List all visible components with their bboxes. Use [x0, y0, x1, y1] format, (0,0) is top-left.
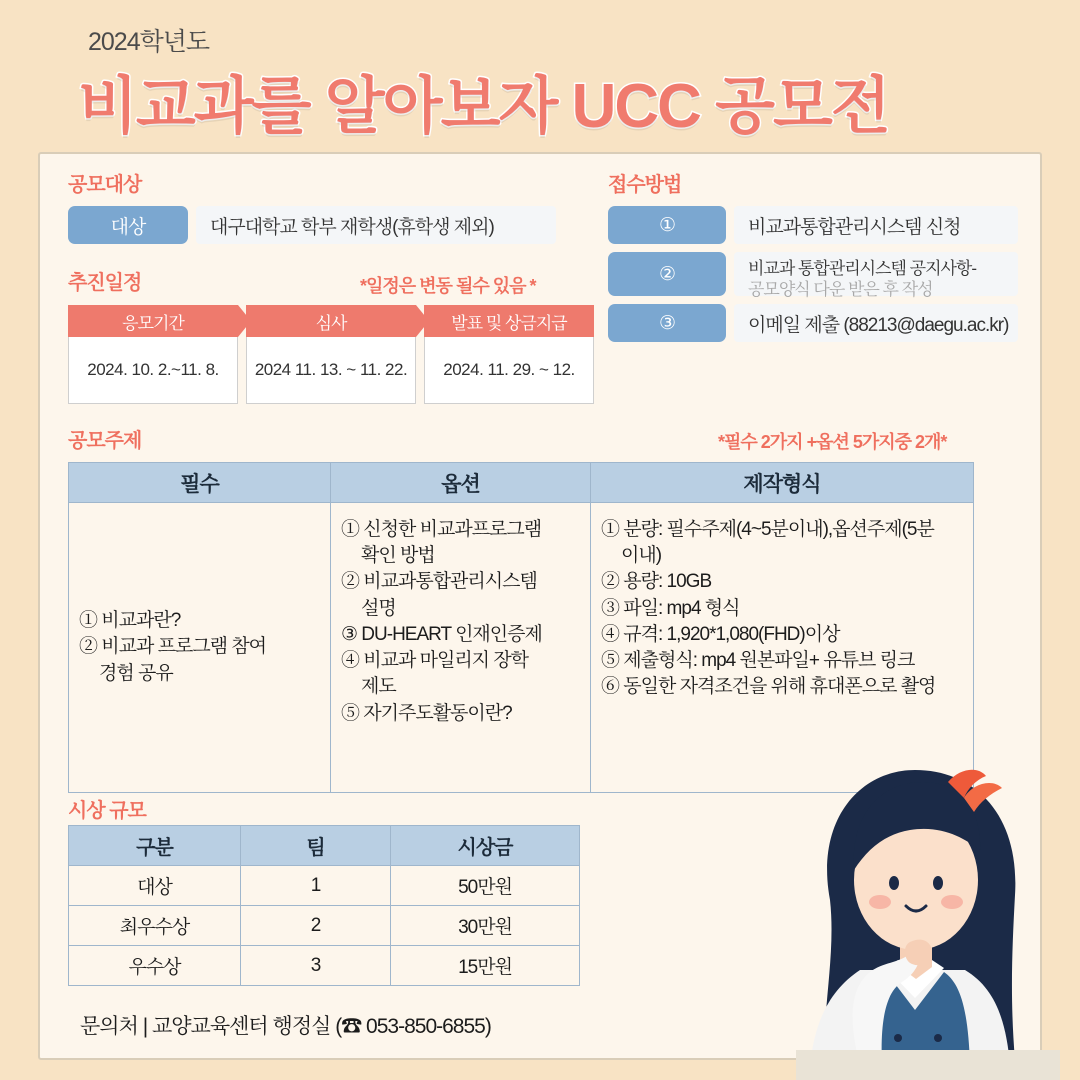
prize-row-3-team: 3 [241, 946, 391, 986]
apply-step-3-number: ③ [608, 304, 726, 342]
section-label-topic: 공모주제 [68, 430, 142, 452]
topic-option-line-5: ③ DU-HEART 인재인증제 [341, 623, 542, 645]
schedule-body-3: 2024. 11. 29. ~ 12. [424, 337, 594, 404]
section-label-apply: 접수방법 [608, 174, 682, 196]
topic-cell-required [69, 503, 331, 793]
prize-header-category: 구분 [69, 826, 241, 866]
apply-step-2-line1: 비교과 통합관리시스템 공지사항- [748, 259, 977, 278]
topic-format-line-6: ⑤ 제출형식: mp4 원본파일+ 유튜브 링크 [601, 650, 915, 672]
table-row [69, 946, 580, 986]
prize-table-header-row [69, 826, 580, 866]
topic-required-line-2: ② 비교과 프로그램 참여 [79, 636, 267, 658]
apply-step-2-text [734, 252, 1018, 300]
topic-format-line-1: ① 분량: 필수주제(4~5분이내),옵션주제(5분 [601, 519, 934, 540]
prize-header-amount: 시상금 [391, 826, 580, 866]
schedule-col-2 [246, 305, 416, 404]
table-row [69, 906, 580, 946]
target-value: 대구대학교 학부 재학생(휴학생 제외) [196, 206, 556, 244]
prize-row-1-team: 1 [241, 866, 391, 906]
schedule-body-2: 2024 11. 13. ~ 11. 22. [246, 337, 416, 404]
topic-option-line-6: ④ 비교과 마일리지 장학 [341, 650, 529, 672]
topic-header-required: 필수 [69, 463, 331, 503]
topic-format-line-7: ⑥ 동일한 자격조건을 위해 휴대폰으로 촬영 [601, 676, 936, 698]
schedule-head-1: 응모기간 [68, 305, 238, 337]
contact-info: 문의처 | 교양교육센터 행정실 (☎ 053-850-6855) [80, 1015, 491, 1038]
prize-table [68, 825, 580, 986]
schedule-head-3: 발표 및 상금지급 [424, 305, 594, 337]
prize-header-team: 팀 [241, 826, 391, 866]
prize-row-1-amount: 50만원 [391, 866, 580, 906]
topic-option-line-2: 확인 방법 [361, 545, 435, 567]
prize-row-3-amount: 15만원 [391, 946, 580, 986]
prize-row-3-category: 우수상 [69, 946, 241, 986]
year-label: 2024학년도 [88, 28, 210, 56]
topic-cell-option [331, 503, 591, 793]
schedule-col-3 [424, 305, 594, 404]
page-title: 비교과를 알아보자 UCC 공모전 [78, 72, 889, 141]
schedule-table [68, 305, 594, 404]
apply-step-3-text: 이메일 제출 (88213@daegu.ac.kr) [734, 304, 1018, 342]
student-illustration [710, 720, 1070, 1080]
topic-option-line-7: 제도 [361, 676, 396, 698]
prize-row-2-amount: 30만원 [391, 906, 580, 946]
topic-format-line-5: ④ 규격: 1,920*1,080(FHD)이상 [601, 623, 840, 645]
topic-header-option: 옵션 [331, 463, 591, 503]
prize-row-1-category: 대상 [69, 866, 241, 906]
table-row [69, 866, 580, 906]
topic-header-format: 제작형식 [591, 463, 974, 503]
topic-format-line-4: ③ 파일: mp4 형식 [601, 597, 740, 619]
schedule-head-2: 심사 [246, 305, 416, 337]
section-label-schedule: 추진일정 [68, 272, 142, 294]
topic-option-line-8: ⑤ 자기주도활동이란? [341, 702, 512, 724]
prize-row-2-team: 2 [241, 906, 391, 946]
section-label-target: 공모대상 [68, 174, 142, 196]
apply-step-2-line2: 공모양식 다운 받은 후 작성 [748, 280, 933, 300]
schedule-note: *일정은 변동 될수 있음 * [360, 276, 536, 296]
topic-format-line-2: 이내) [621, 545, 662, 567]
topic-note: *필수 2가지 +옵션 5가지중 2개* [718, 432, 947, 452]
topic-format-line-3: ② 용량: 10GB [601, 571, 712, 593]
apply-step-1-text: 비교과통합관리시스템 신청 [734, 206, 1018, 244]
target-pill: 대상 [68, 206, 188, 244]
schedule-col-1 [68, 305, 238, 404]
topic-required-line-1: ① 비교과란? [79, 610, 181, 632]
schedule-body-1: 2024. 10. 2.~11. 8. [68, 337, 238, 404]
topic-option-line-4: 설명 [361, 597, 396, 619]
topic-table-header-row [69, 463, 974, 503]
apply-step-2-number: ② [608, 252, 726, 296]
topic-required-line-3: 경험 공유 [99, 662, 173, 684]
section-label-prize: 시상 규모 [68, 800, 146, 822]
prize-row-2-category: 최우수상 [69, 906, 241, 946]
topic-option-line-1: ① 신청한 비교과프로그램 [341, 519, 542, 540]
apply-step-1-number: ① [608, 206, 726, 244]
topic-option-line-3: ② 비교과통합관리시스템 [341, 571, 537, 593]
